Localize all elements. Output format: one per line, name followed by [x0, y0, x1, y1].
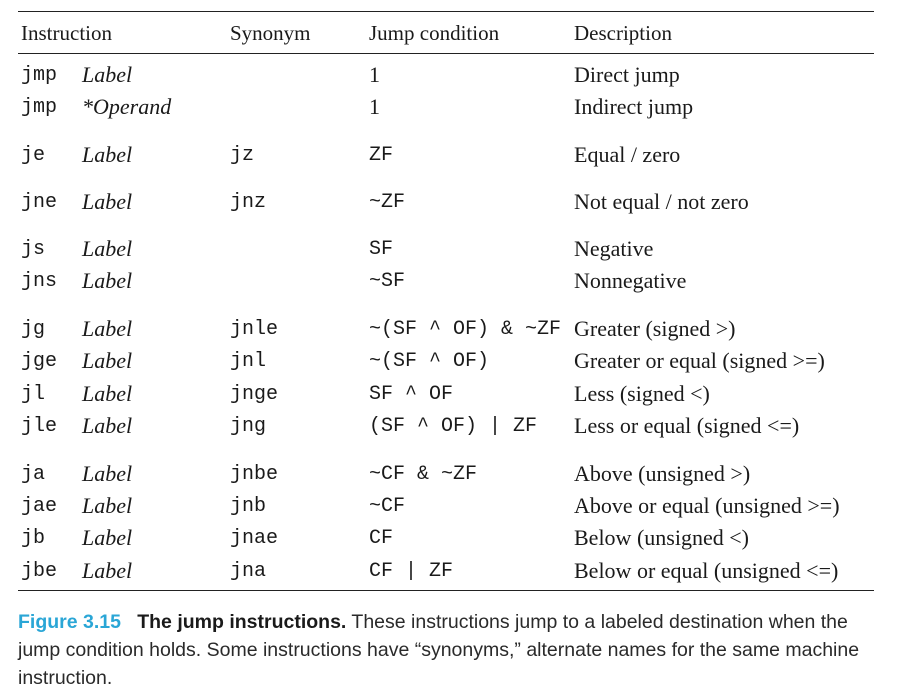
bottom-rule [18, 590, 874, 591]
jump-instructions-table [18, 11, 874, 591]
table-row [18, 62, 874, 92]
operand-cell: Label [82, 525, 133, 550]
instruction-cell: jl [21, 383, 46, 406]
description-cell: Greater (signed >) [574, 316, 736, 341]
figure-caption-text: These instructions jump to a labeled destination when the jump condition holds. Some instructions have “synonyms,” alternate names for the same machine instruction. [18, 611, 860, 689]
description-cell: Indirect jump [574, 94, 694, 119]
operand-cell: Label [82, 381, 133, 406]
description-cell: Greater or equal (signed >=) [574, 348, 825, 373]
condition-cell: ~CF [369, 495, 406, 518]
instruction-cell: jg [21, 318, 46, 341]
description-cell: Direct jump [574, 62, 680, 87]
synonym-cell: jnle [230, 318, 279, 341]
table-row [18, 316, 874, 346]
table-row [18, 268, 874, 298]
instruction-cell: jbe [21, 560, 58, 583]
table-row [18, 558, 874, 588]
synonym-cell: jnl [230, 350, 267, 373]
operand-cell: Label [82, 558, 133, 583]
description-cell: Above (unsigned >) [574, 461, 751, 486]
synonym-cell: jnae [230, 527, 279, 550]
operand-cell: Label [82, 189, 133, 214]
instruction-cell: jmp [21, 96, 58, 119]
table-body [18, 54, 874, 590]
condition-cell: CF [369, 527, 394, 550]
operand-cell: Label [82, 461, 133, 486]
figure-caption [18, 608, 888, 692]
instruction-cell: jb [21, 527, 46, 550]
table-row [18, 348, 874, 378]
synonym-cell: jng [230, 415, 267, 438]
synonym-cell: jnz [230, 191, 267, 214]
description-cell: Less or equal (signed <=) [574, 413, 800, 438]
instruction-cell: jle [21, 415, 58, 438]
description-cell: Negative [574, 236, 654, 261]
instruction-cell: jge [21, 350, 58, 373]
description-cell: Not equal / not zero [574, 189, 749, 214]
synonym-cell: jna [230, 560, 267, 583]
header-instruction: Instruction [21, 21, 112, 45]
synonym-cell: jnge [230, 383, 279, 406]
operand-cell: Label [82, 236, 133, 261]
condition-cell: ~CF & ~ZF [369, 463, 478, 486]
table-row [18, 493, 874, 523]
operand-cell: Label [82, 348, 133, 373]
condition-cell: (SF ^ OF) | ZF [369, 415, 538, 438]
operand-cell: Label [82, 316, 133, 341]
header-synonym: Synonym [230, 21, 311, 45]
table-row [18, 461, 874, 491]
description-cell: Equal / zero [574, 142, 681, 167]
condition-cell: ZF [369, 144, 394, 167]
condition-cell: ~ZF [369, 191, 406, 214]
description-cell: Below or equal (unsigned <=) [574, 558, 839, 583]
table-row [18, 525, 874, 555]
table-row [18, 189, 874, 219]
table-header [18, 12, 874, 53]
condition-cell: ~(SF ^ OF) [369, 350, 490, 373]
instruction-cell: jne [21, 191, 58, 214]
instruction-cell: jmp [21, 64, 58, 87]
condition-cell: 1 [369, 94, 380, 119]
synonym-cell: jz [230, 144, 255, 167]
table-row [18, 236, 874, 266]
operand-cell: Label [82, 142, 133, 167]
condition-cell: ~(SF ^ OF) & ~ZF [369, 318, 562, 341]
condition-cell: SF [369, 238, 394, 261]
synonym-cell: jnb [230, 495, 267, 518]
operand-cell: Label [82, 268, 133, 293]
condition-cell: SF ^ OF [369, 383, 454, 406]
description-cell: Less (signed <) [574, 381, 710, 406]
operand-cell: Label [82, 62, 133, 87]
condition-cell: ~SF [369, 270, 406, 293]
header-jump-condition: Jump condition [369, 21, 500, 45]
instruction-cell: ja [21, 463, 46, 486]
instruction-cell: jae [21, 495, 58, 518]
figure-number: Figure 3.15 [18, 611, 121, 633]
instruction-cell: jns [21, 270, 58, 293]
table-row [18, 94, 874, 124]
description-cell: Below (unsigned <) [574, 525, 749, 550]
description-cell: Above or equal (unsigned >=) [574, 493, 840, 518]
instruction-cell: je [21, 144, 46, 167]
operand-cell: Label [82, 413, 133, 438]
description-cell: Nonnegative [574, 268, 687, 293]
operand-cell: Label [82, 493, 133, 518]
figure-title: The jump instructions. [137, 611, 347, 633]
instruction-cell: js [21, 238, 46, 261]
table-row [18, 381, 874, 411]
table-row [18, 413, 874, 443]
condition-cell: CF | ZF [369, 560, 454, 583]
condition-cell: 1 [369, 62, 380, 87]
table-row [18, 142, 874, 172]
header-description: Description [574, 21, 672, 45]
operand-cell: *Operand [82, 94, 172, 119]
synonym-cell: jnbe [230, 463, 279, 486]
